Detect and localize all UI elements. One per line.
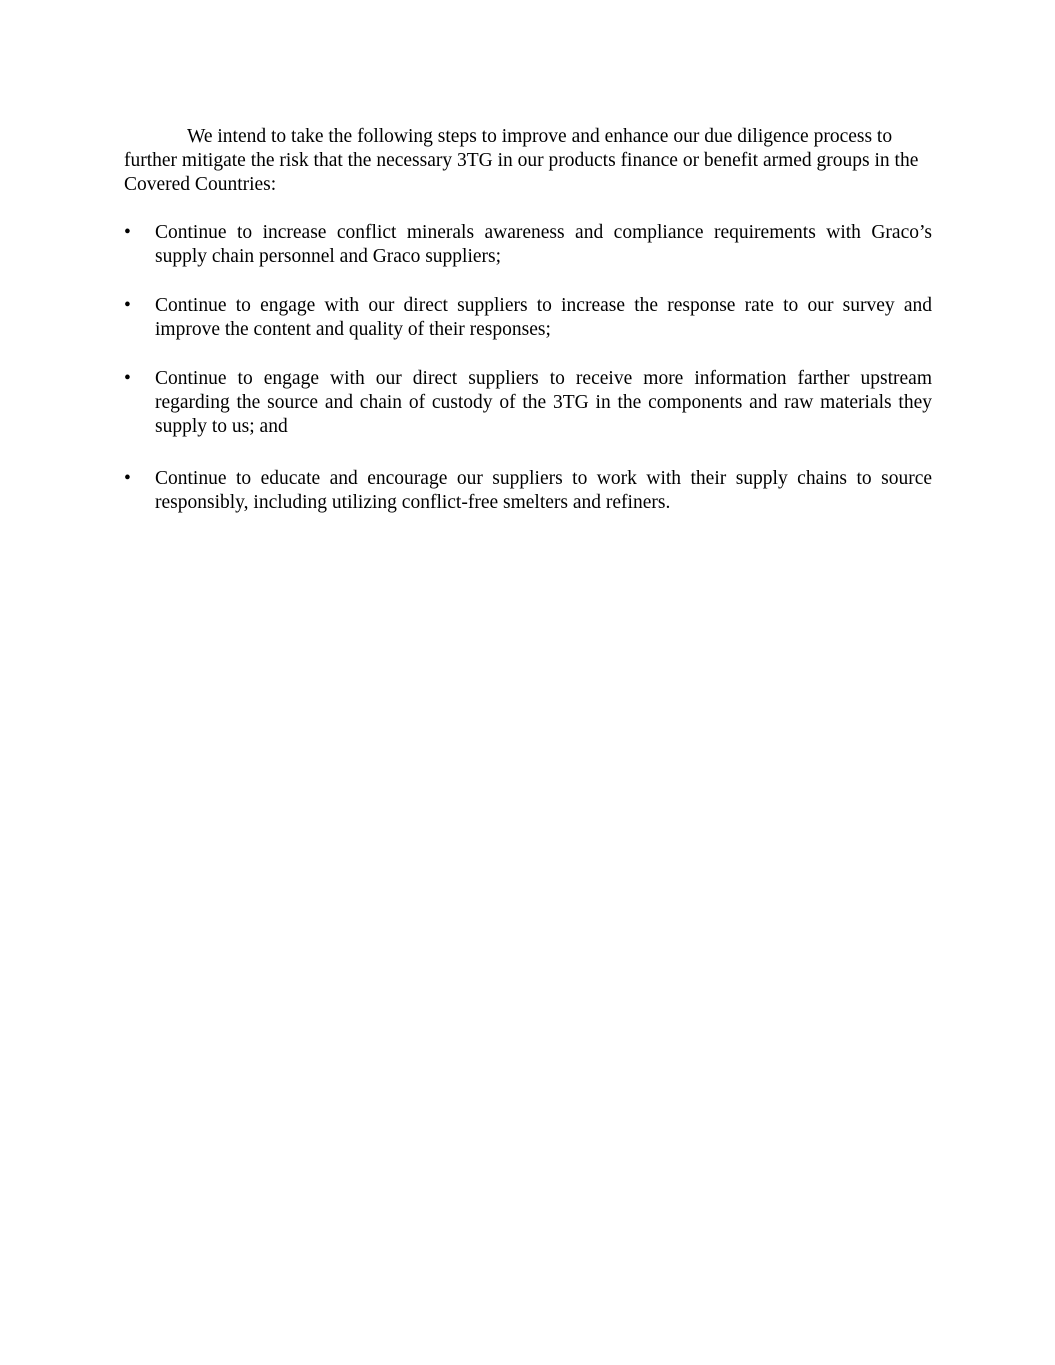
list-item-text: Continue to educate and encourage our suppliers to work with their supply chains to source responsibly, including utilizing conflict-free smelters and refiners.: [155, 468, 932, 513]
list-item-text: Continue to engage with our direct suppliers to receive more information farther upstream regarding the source and chain of custody of the 3TG in the components and raw materials they supply to us; and: [155, 368, 932, 437]
bullet-icon: •: [124, 468, 131, 489]
bullet-icon: •: [124, 295, 131, 316]
list-item: [124, 221, 932, 269]
list-item: [124, 367, 932, 439]
bullet-icon: •: [124, 368, 131, 389]
bullet-icon: •: [124, 222, 131, 243]
list-item-text: Continue to increase conflict minerals awareness and compliance requirements with Graco’s supply chain personnel and Graco suppliers;: [155, 222, 932, 267]
intro-paragraph: We intend to take the following steps to improve and enhance our due diligence process to further mitigate the risk that the necessary 3TG in our products finance or benefit armed groups in the Covered Countries:: [124, 126, 919, 195]
list-item-text: Continue to engage with our direct suppliers to increase the response rate to our survey and improve the content and quality of their responses;: [155, 295, 932, 340]
list-item: [124, 467, 932, 515]
list-item: [124, 294, 932, 342]
due-diligence-steps-list: [124, 221, 932, 540]
